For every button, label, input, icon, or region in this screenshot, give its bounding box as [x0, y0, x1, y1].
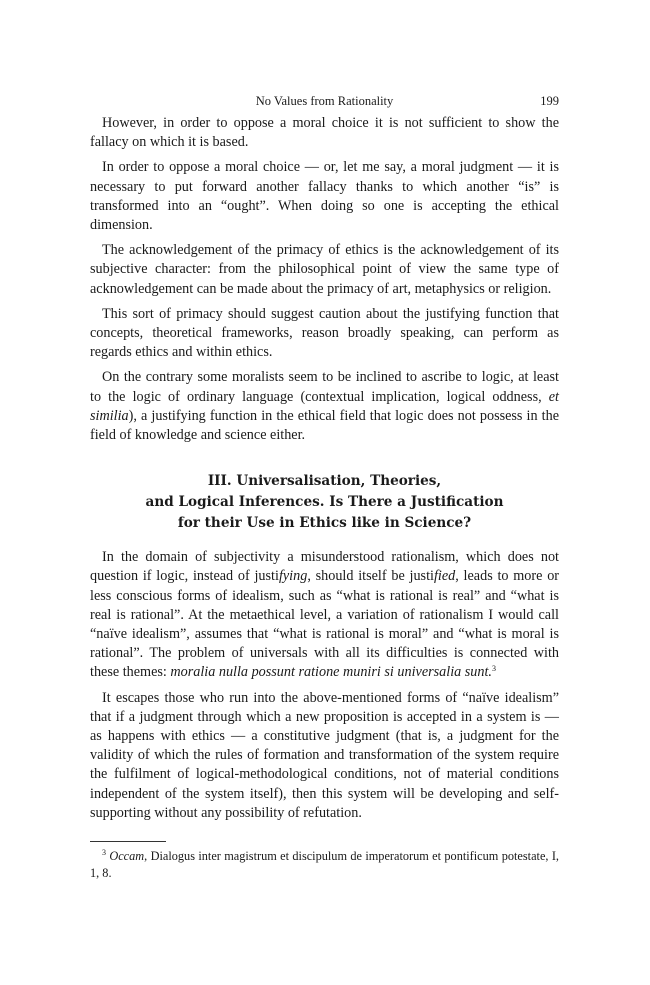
paragraph-5: On the contrary some moralists seem to be inclined to ascribe to logic, at least to the logic of ordinary language (contextual implication, logical oddness, et similia), a justifying function in the ethical field that logic does not possess in the field of knowledge and science either.	[90, 369, 559, 444]
latin-quote: moralia nulla possunt ratione muniri si universalia sunt.	[170, 664, 492, 681]
page-number: 199	[540, 94, 559, 108]
footnote-marker: 3	[102, 848, 106, 858]
paragraph-1: However, in order to oppose a moral choice it is not sufficient to show the fallacy on which it is based.	[90, 115, 559, 151]
footnote-divider	[90, 841, 166, 842]
paragraph-3: The acknowledgement of the primacy of ethics is the acknowledgement of its subjective character: from the philosophical point of view the same type of acknowledgement can be made about the primacy of art, metaphysics or religion.	[90, 242, 559, 297]
running-title: No Values from Rationality	[255, 94, 394, 108]
paragraph-4: This sort of primacy should suggest caution about the justifying function that concepts, theoretical frameworks, reason broadly speaking, can perform as regards ethics and within ethics.	[90, 305, 559, 361]
italic-et-similia: et similia	[90, 388, 559, 424]
footnote	[90, 848, 559, 881]
paragraph-6: In the domain of subjectivity a misunderstood rationalism, which does not question if logic, instead of justifying, should itself be justified, leads to more or less conscious forms of idealism, such as “what is rational is real” and “what is real is rational”. At the metaethical level, a variation of rationalism I would call “naïve idealism”, assumes that “what is rational is moral” and “what is moral is rational”. The problem of universals with all its difficulties is connected with these themes: moralia nulla possunt ratione muniri si universalia sunt.$^3$	[90, 549, 560, 681]
section-heading	[90, 471, 559, 534]
footnote-text: , Dialogus inter magistrum et discipulum de imperatorum et pontificum potestate, I, 1, 8.	[90, 849, 559, 880]
section-heading-line-2: and Logical Inferences. Is There a Justification	[145, 494, 504, 511]
paragraph-2: In order to oppose a moral choice — or, let me say, a moral judgment — it is necessary to put forward another fallacy thanks to which another “is” is transformed into an “ought”. When doing so one is accepting the ethical dimension.	[90, 159, 559, 234]
section-heading-line-3: for their Use in Ethics like in Science?	[177, 515, 472, 532]
footnote-author: Occam	[109, 849, 145, 864]
running-head	[90, 92, 559, 114]
footnote-reference[interactable]: 3	[491, 664, 496, 674]
book-page	[90, 92, 559, 881]
paragraph-7: It escapes those who run into the above-mentioned forms of “naïve idealism” that if a judgment through which a new proposition is accepted in a system is — as happens with ethics — a constitutive judgment (that is, a judgment for the validity of which the rules of formation and transformation of the system require the fulfilment of logical-methodological conditions, not of material conditions independent of the system itself), then this system will be developing and self-supporting without any possibility of refutation.	[90, 689, 559, 821]
section-heading-line-1: III. Universalisation, Theories,	[207, 473, 442, 490]
